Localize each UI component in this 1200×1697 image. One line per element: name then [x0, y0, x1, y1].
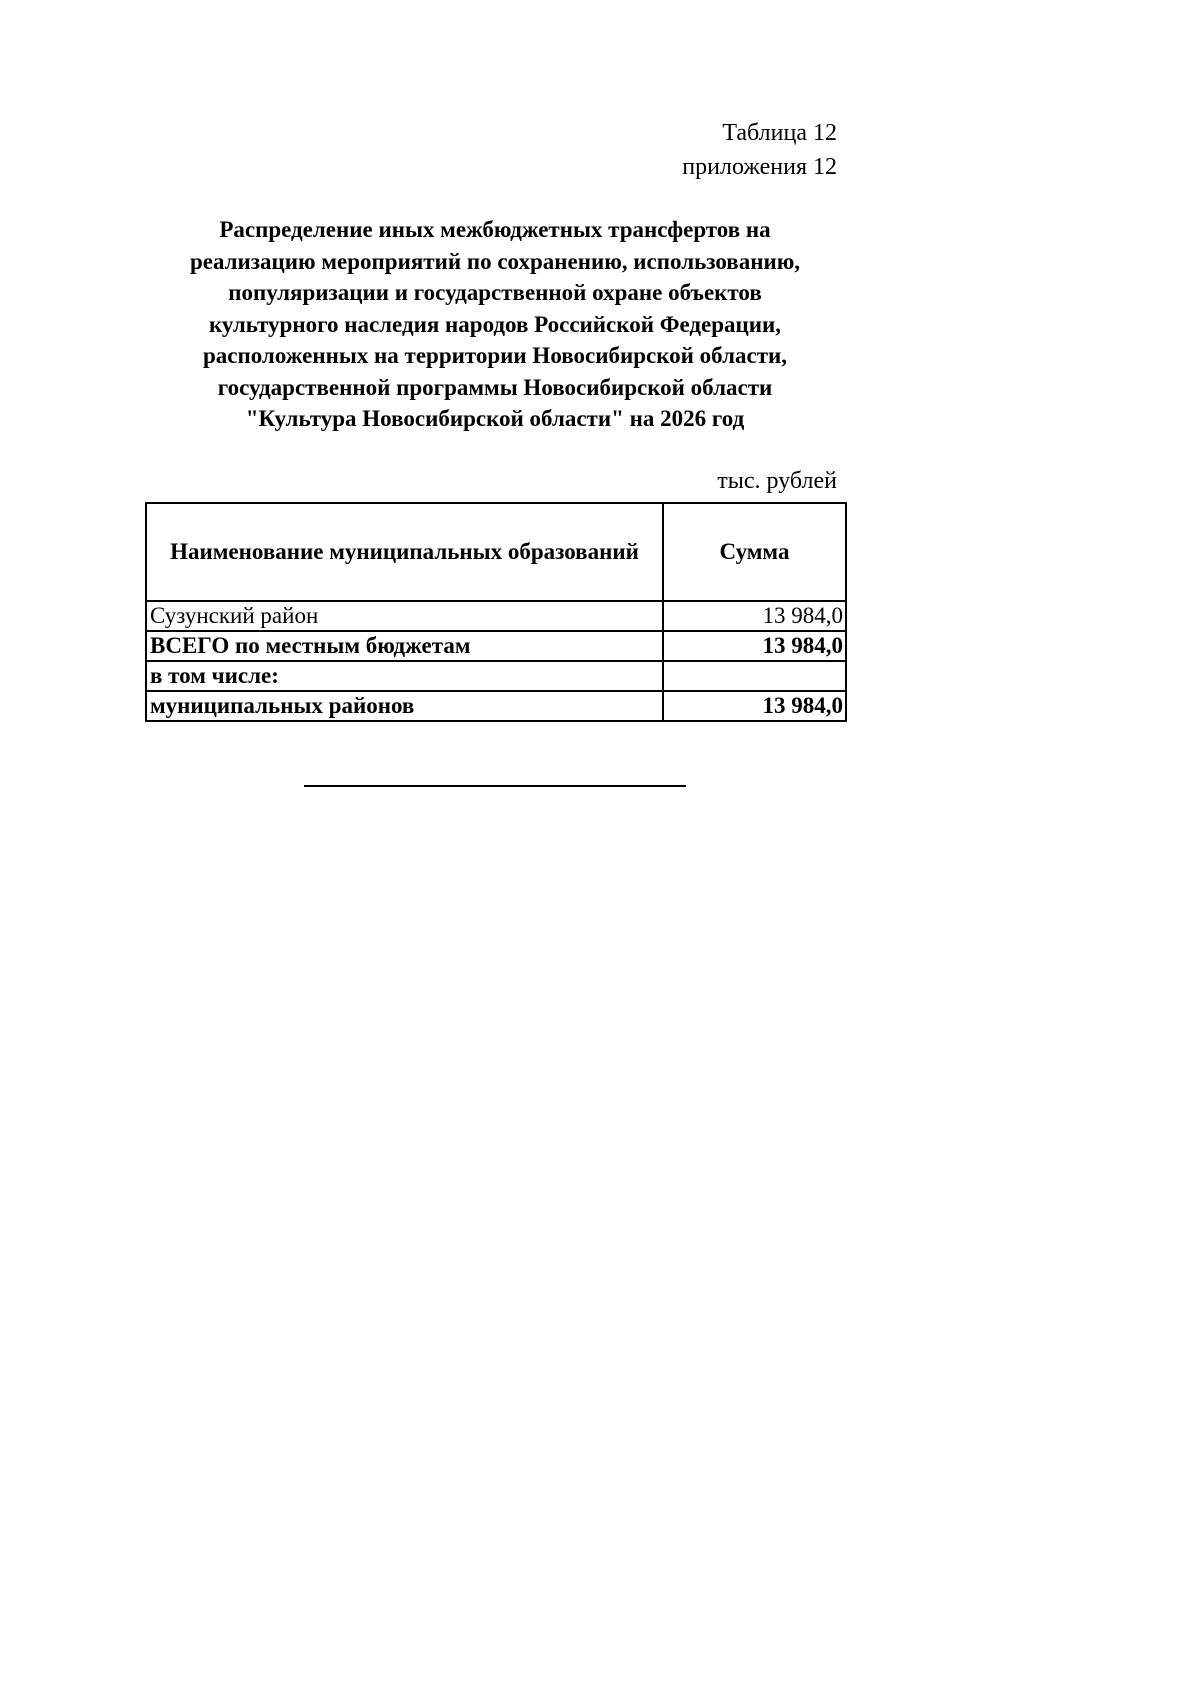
- row-name-cell: Сузунский район: [146, 601, 663, 631]
- row-name-cell: в том числе:: [146, 661, 663, 691]
- end-divider-line: [304, 785, 686, 787]
- title-line: культурного наследия народов Российской Федерации,: [208, 311, 782, 337]
- appendix-label: приложения 12: [682, 154, 837, 180]
- column-header-name: Наименование муниципальных образований: [146, 503, 663, 601]
- table-label: Таблица 12: [722, 120, 837, 146]
- transfers-table: [145, 502, 847, 722]
- title-line: государственной программы Новосибирской области: [217, 374, 773, 400]
- table-reference: [682, 116, 837, 184]
- table-row-including: [146, 661, 846, 691]
- table-row: [146, 601, 846, 631]
- table-header-row: [146, 503, 846, 601]
- column-header-sum: Сумма: [663, 503, 846, 601]
- title-line: популяризации и государственной охране объектов: [228, 280, 762, 305]
- row-sum-cell: 13 984,0: [663, 631, 846, 661]
- title-line: расположенных на территории Новосибирской области,: [202, 343, 788, 368]
- units-label: тыс. рублей: [717, 468, 837, 494]
- row-sum-cell: 13 984,0: [663, 691, 846, 721]
- row-name-cell: ВСЕГО по местным бюджетам: [146, 631, 663, 661]
- document-title: [140, 214, 850, 435]
- row-sum-cell: [663, 661, 846, 691]
- title-line: реализацию мероприятий по сохранению, использованию,: [189, 248, 801, 274]
- table-row-total: [146, 631, 846, 661]
- table-row-districts: [146, 691, 846, 721]
- row-sum-cell: 13 984,0: [663, 601, 846, 631]
- title-line: Распределение иных межбюджетных трансфертов на: [219, 217, 771, 242]
- row-name-cell: муниципальных районов: [146, 691, 663, 721]
- title-line: "Культура Новосибирской области" на 2026 год: [245, 406, 745, 431]
